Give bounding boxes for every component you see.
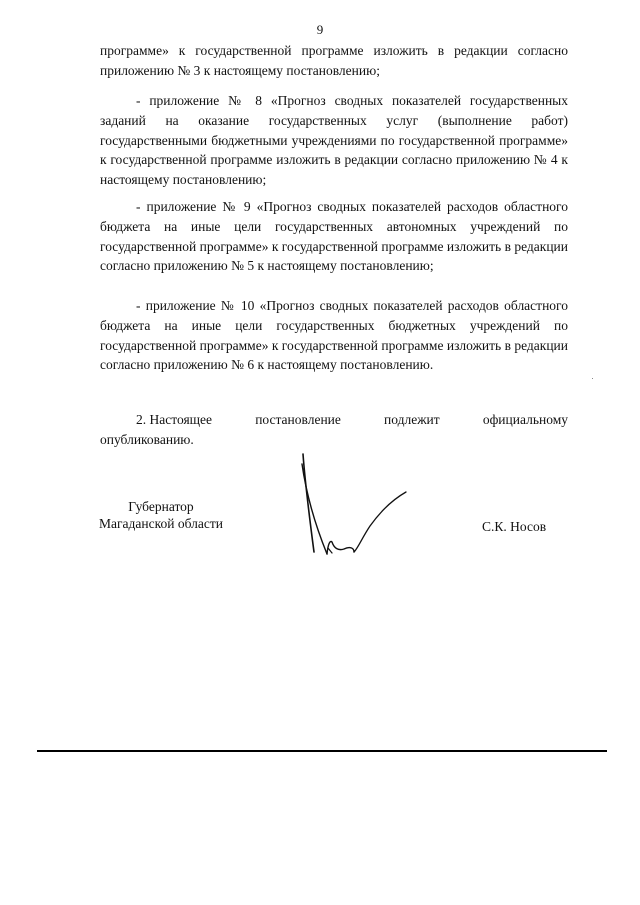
page-number: 9	[316, 22, 324, 37]
publication-word: официальному	[482, 412, 568, 427]
signatory-title-line-1: Губернатор	[128, 499, 194, 514]
paragraph-publication	[100, 410, 568, 450]
publication-line-1	[100, 410, 568, 430]
signatory-title-line-2: Магаданской области	[99, 516, 223, 531]
paragraph-appendix-8: - приложение № 8 «Прогноз сводных показателей государственных заданий на оказание государственных услуг (выполнение работ) государственными бюджетными учреждениями по государственной программе» к государственной программе изложить в редакции согласно приложению № 4 к настоящему постановлению;	[100, 93, 568, 188]
signatory-title	[86, 498, 236, 532]
scan-speck	[592, 378, 593, 379]
handwritten-signature	[292, 452, 412, 564]
page-divider	[37, 750, 607, 752]
publication-word: 2. Настоящее	[136, 412, 213, 427]
paragraph-continuation: программе» к государственной программе изложить в редакции согласно приложению № 3 к настоящему постановлению;	[100, 43, 568, 78]
publication-line-2: опубликованию.	[100, 431, 194, 447]
paragraph-appendix-9: - приложение № 9 «Прогноз сводных показателей расходов областного бюджета на иные цели государственных автономных учреждений по государственной программе» к государственной программе изложить в редакции согласно приложению № 5 к настоящему постановлению;	[100, 199, 568, 274]
publication-word: постановление	[255, 412, 341, 427]
paragraph-appendix-10: - приложение № 10 «Прогноз сводных показателей расходов областного бюджета на иные цели государственных бюджетных учреждений по государственной программе» к государственной программе изложить в редакции согласно приложению № 6 к настоящему постановлению.	[100, 298, 568, 373]
publication-word: подлежит	[384, 412, 440, 427]
signatory-name: С.К. Носов	[482, 519, 547, 534]
